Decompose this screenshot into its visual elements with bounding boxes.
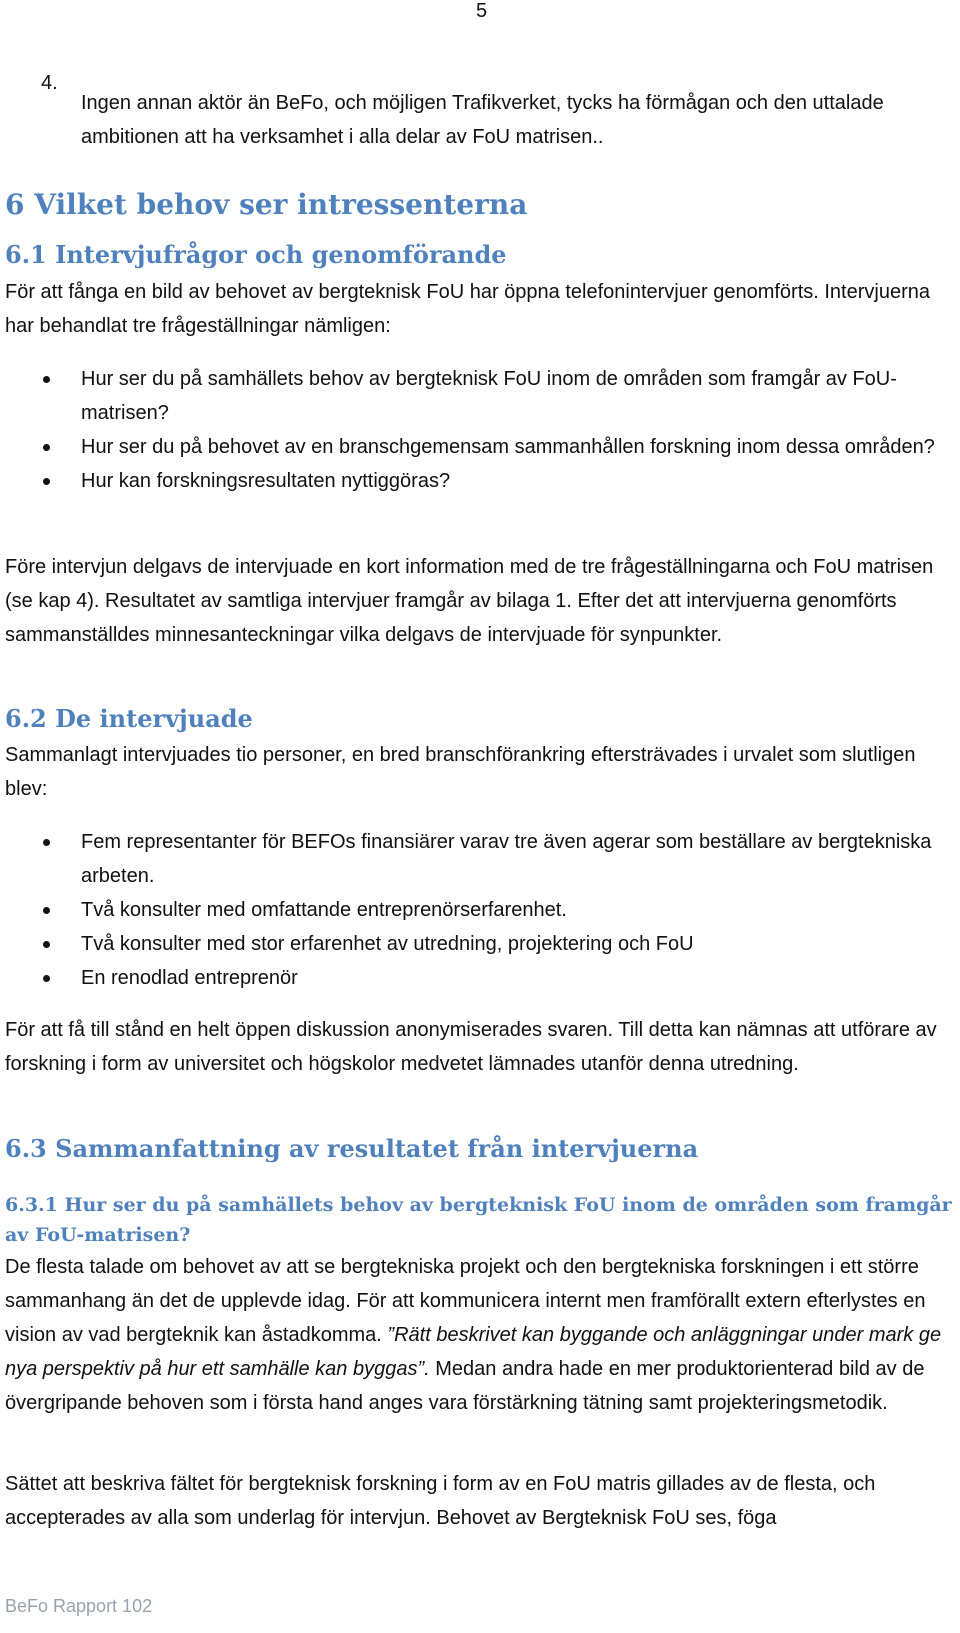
section-6-1-after (5, 550, 955, 652)
page-number: 5 (476, 0, 488, 22)
bullet-item: Fem representanter för BEFOs finansiärer varav tre även agerar som beställare av bergtekniska arbeten. (5, 825, 955, 893)
bullet-item: Hur ser du på samhällets behov av bergteknisk FoU inom de områden som framgår av FoU-matrisen? (5, 362, 955, 430)
paragraph: För att få till stånd en helt öppen diskussion anonymiserades svaren. Till detta kan nämnas att utförare av forskning i form av universitet och högskolor medvetet lämnades utanför denna utredning. (5, 1019, 937, 1075)
numbered-list-item (5, 66, 955, 174)
paragraph-text: De flesta talade om behovet av att se bergtekniska projekt och den bergtekniska forskningen i ett större sammanhang än det de upplevde idag. För att kommunicera internt men framförallt extern efterlystes en vision av vad bergteknik kan åstadkomma. (5, 1256, 926, 1346)
section-heading-6-2: 6.2 De intervjuade (5, 704, 253, 733)
section-heading-6: 6 Vilket behov ser intressenterna (5, 188, 528, 221)
paragraph-text: Medan andra hade en mer produktorienterad bild av de övergripande behoven som i första hand anges vara förstärkning tätning samt projekteringsmetodik. (5, 1358, 925, 1414)
bullet-item: Två konsulter med omfattande entreprenörserfarenhet. (5, 893, 955, 927)
bullet-item: Hur kan forskningsresultaten nyttiggöras? (5, 464, 955, 498)
paragraph (5, 1250, 955, 1420)
bullet-item: Två konsulter med stor erfarenhet av utredning, projektering och FoU (5, 927, 955, 961)
bullet-item: En renodlad entreprenör (5, 961, 955, 995)
paragraph: Sammanlagt intervjuades tio personer, en bred branschförankring eftersträvades i urvalet som slutligen blev: (5, 744, 916, 800)
section-heading-6-3-1: 6.3.1 Hur ser du på samhällets behov av bergteknisk FoU inom de områden som framgår av FoU-matrisen? (5, 1194, 952, 1246)
question-list (5, 362, 955, 498)
bullet-item: Hur ser du på behovet av en branschgemensam sammanhållen forskning inom dessa områden? (5, 430, 955, 464)
section-6-2-after (5, 1013, 955, 1081)
paragraph: Före intervjun delgavs de intervjuade en kort information med de tre frågeställningarna och FoU matrisen (se kap 4). Resultatet av samtliga intervjuer framgår av bilaga 1. Efter det att intervjuerna genomförts sammanställdes minnesanteckningar vilka delgavs de intervjuade för synpunkter. (5, 556, 934, 646)
section-6-3-1-para2 (5, 1467, 955, 1535)
list-item-text: Ingen annan aktör än BeFo, och möjligen Trafikverket, tycks ha förmågan och den uttalade ambitionen att ha verksamhet i alla delar av FoU matrisen.. (81, 92, 884, 148)
section-heading-6-1: 6.1 Intervjufrågor och genomförande (5, 240, 507, 269)
section-6-3-1-para1 (5, 1250, 955, 1420)
section-6-1-intro (5, 275, 955, 343)
page-footer: BeFo Rapport 102 (5, 1596, 153, 1616)
interviewee-list (5, 825, 955, 995)
quote-text: ”Rätt beskrivet kan byggande och anläggningar under mark ge nya perspektiv på hur ett samhälle kan byggas”. (5, 1324, 942, 1380)
paragraph: Sättet att beskriva fältet för bergteknisk forskning i form av en FoU matris gillades av de flesta, och accepterades av alla som underlag för intervjun. Behovet av Bergteknisk FoU ses, föga (5, 1473, 876, 1529)
list-number: 4. (41, 72, 58, 94)
section-heading-6-3: 6.3 Sammanfattning av resultatet från intervjuerna (5, 1134, 699, 1163)
paragraph: För att fånga en bild av behovet av bergteknisk FoU har öppna telefonintervjuer genomförts. Intervjuerna har behandlat tre frågeställningar nämligen: (5, 281, 930, 337)
section-6-2-intro (5, 738, 955, 806)
